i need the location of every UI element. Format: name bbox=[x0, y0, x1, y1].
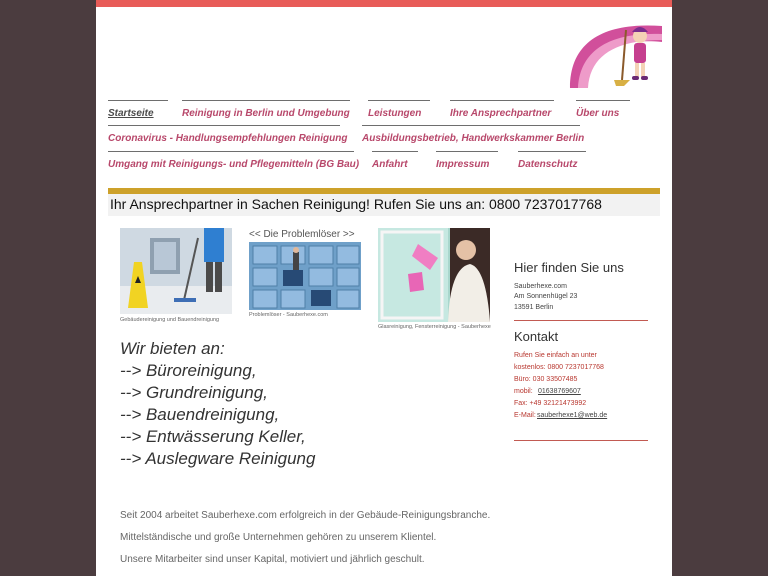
services-heading: Wir bieten an: bbox=[120, 339, 225, 358]
nav-leistungen[interactable]: Leistungen bbox=[368, 100, 430, 121]
find-us-title: Hier finden Sie uns bbox=[514, 260, 624, 275]
image-caption: Glasreinigung, Fensterreinigung - Sauberhexe bbox=[378, 324, 491, 330]
puzzle-image[interactable] bbox=[249, 242, 361, 310]
nav-datenschutz[interactable]: Datenschutz bbox=[518, 151, 586, 172]
service-item: --> Büroreinigung, bbox=[120, 361, 257, 380]
service-item: --> Bauendreinigung, bbox=[120, 405, 280, 424]
contact-fax: Fax: +49 32121473992 bbox=[514, 400, 587, 407]
page bbox=[96, 0, 672, 576]
address-line: Sauberhexe.com bbox=[514, 283, 567, 290]
contact-intro: Rufen Sie einfach an unter bbox=[514, 352, 597, 359]
contact-freephone: kostenlos: 0800 7237017768 bbox=[514, 364, 604, 371]
address-line: Am Sonnenhügel 23 bbox=[514, 293, 578, 300]
email-link[interactable]: sauberhexe1@web.de bbox=[537, 412, 608, 419]
office-cleaning-image[interactable] bbox=[120, 228, 232, 314]
nav-ueber-uns[interactable]: Über uns bbox=[576, 100, 630, 121]
service-item: --> Auslegware Reinigung bbox=[120, 449, 316, 468]
nav-anfahrt[interactable]: Anfahrt bbox=[372, 151, 418, 172]
nav-reinigung-berlin[interactable]: Reinigung in Berlin und Umgebung bbox=[182, 100, 350, 121]
witch-logo[interactable] bbox=[566, 20, 662, 90]
service-item: --> Grundreinigung, bbox=[120, 383, 268, 402]
service-item: --> Entwässerung Keller, bbox=[120, 427, 306, 446]
contact-title: Kontakt bbox=[514, 329, 559, 344]
nav-coronavirus[interactable]: Coronavirus - Handlungsempfehlungen Reinigung bbox=[108, 125, 340, 146]
email-label: E-Mail: bbox=[514, 412, 536, 419]
contact-office-phone: Büro: 030 33507485 bbox=[514, 376, 578, 383]
intro-paragraph: Unsere Mitarbeiter sind unser Kapital, motiviert und jährlich geschult. bbox=[120, 554, 425, 565]
intro-paragraph: Mittelständische und große Unternehmen gehören zu unserem Klientel. bbox=[120, 532, 437, 543]
nav-umgang-reinigungsmittel[interactable]: Umgang mit Reinigungs- und Pflegemitteln (BG Bau) bbox=[108, 151, 354, 172]
nav-impressum[interactable]: Impressum bbox=[436, 151, 498, 172]
window-cleaning-image[interactable] bbox=[378, 228, 490, 322]
top-accent-bar bbox=[96, 0, 672, 7]
call-banner bbox=[108, 188, 660, 216]
problemloeser-title: << Die Problemlöser >> bbox=[249, 229, 355, 240]
mobile-link[interactable]: 01638769607 bbox=[538, 388, 581, 395]
address-line: 13591 Berlin bbox=[514, 304, 554, 311]
services-list bbox=[120, 338, 315, 470]
intro-paragraph: Seit 2004 arbeitet Sauberhexe.com erfolgreich in der Gebäude-Reinigungsbranche. bbox=[120, 510, 491, 521]
nav-ansprechpartner[interactable]: Ihre Ansprechpartner bbox=[450, 100, 554, 121]
mobile-label: mobil: bbox=[514, 388, 533, 395]
image-caption: Problemlöser - Sauberhexe.com bbox=[249, 312, 328, 318]
nav-startseite[interactable]: Startseite bbox=[108, 100, 168, 121]
image-caption: Gebäudereinigung und Bauendreinigung bbox=[120, 317, 220, 323]
divider bbox=[514, 440, 648, 441]
banner-text: Ihr Ansprechpartner in Sachen Reinigung! Rufen Sie uns an: 0800 7237017768 bbox=[110, 196, 602, 212]
divider bbox=[514, 320, 648, 321]
nav-ausbildungsbetrieb[interactable]: Ausbildungsbetrieb, Handwerkskammer Berlin bbox=[362, 125, 580, 146]
